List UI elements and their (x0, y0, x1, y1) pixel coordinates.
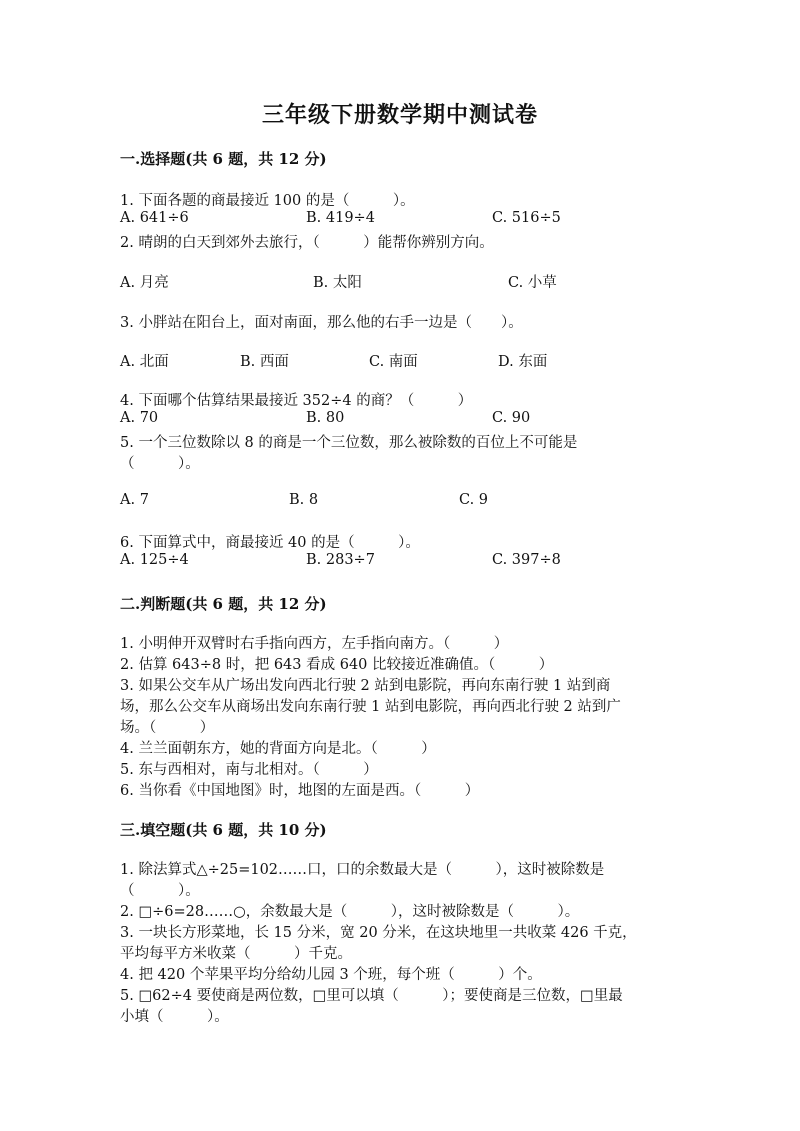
option-c: C. 397÷8 (492, 552, 561, 568)
question-text: 6. 下面算式中，商最接近 40 的是（ ）。 (120, 535, 420, 551)
question-text: 5. □62÷4 要使商是两位数，□里可以填（ ）；要使商是三位数，□里最 (120, 988, 623, 1004)
option-c: C. 9 (459, 492, 489, 508)
option-c: C. 516÷5 (492, 210, 561, 226)
question-text: 2. 晴朗的白天到郊外去旅行，（ ）能帮你辨别方向。 (120, 235, 494, 251)
option-a: A. 125÷4 (120, 552, 189, 568)
option-c: C. 南面 (369, 354, 418, 370)
question-text: 1. 除法算式△÷25=102……口，口的余数最大是（ ），这时被除数是 (120, 862, 605, 878)
question-text: 5. 东与西相对，南与北相对。（ ） (120, 762, 378, 778)
section-heading-judgement: 二.判断题(共 6 题，共 12 分) (120, 595, 327, 613)
option-a: A. 641÷6 (120, 210, 189, 226)
option-c: C. 90 (492, 410, 531, 426)
option-c: C. 小草 (508, 275, 557, 291)
question-text-cont: （ ）。 (120, 456, 200, 472)
option-b: B. 419÷4 (306, 210, 375, 226)
question-text: 3. 如果公交车从广场出发向西北行驶 2 站到电影院，再向东南行驶 1 站到商 (120, 678, 611, 694)
option-b: B. 80 (306, 410, 345, 426)
question-text-cont: 平均每平方米收菜（ ）千克。 (120, 946, 352, 962)
question-text: 4. 把 420 个苹果平均分给幼儿园 3 个班，每个班（ ）个。 (120, 967, 542, 983)
option-d: D. 东面 (498, 354, 548, 370)
question-text: 2. 估算 643÷8 时，把 643 看成 640 比较接近准确值。（ ） (120, 657, 554, 673)
option-b: B. 西面 (240, 354, 289, 370)
question-text-cont: 场，那么公交车从商场出发向东南行驶 1 站到电影院，再向西北行驶 2 站到广 (120, 699, 621, 715)
question-text: 6. 当你看《中国地图》时，地图的左面是西。（ ） (120, 783, 480, 799)
question-text-cont: （ ）。 (120, 883, 200, 899)
option-a: A. 北面 (120, 354, 169, 370)
question-text: 1. 小明伸开双臂时右手指向西方，左手指向南方。（ ） (120, 636, 509, 652)
option-a: A. 70 (120, 410, 159, 426)
option-a: A. 7 (120, 492, 149, 508)
section-heading-fill: 三.填空题(共 6 题，共 10 分) (120, 821, 327, 839)
option-b: B. 太阳 (313, 275, 362, 291)
question-text: 2. □÷6=28……○，余数最大是（ ），这时被除数是（ ）。 (120, 904, 580, 920)
question-text: 1. 下面各题的商最接近 100 的是（ ）。 (120, 193, 415, 209)
question-text: 4. 兰兰面朝东方，她的背面方向是北。（ ） (120, 741, 436, 757)
question-text-cont: 小填（ ）。 (120, 1009, 229, 1025)
question-text: 4. 下面哪个估算结果最接近 352÷4 的商？（ ） (120, 393, 473, 409)
option-a: A. 月亮 (120, 275, 169, 291)
question-text: 5. 一个三位数除以 8 的商是一个三位数，那么被除数的百位上不可能是 (120, 435, 578, 451)
option-b: B. 283÷7 (306, 552, 375, 568)
section-heading-choice: 一.选择题(共 6 题，共 12 分) (120, 150, 327, 168)
option-b: B. 8 (289, 492, 319, 508)
question-text: 3. 小胖站在阳台上，面对南面，那么他的右手一边是（ ）。 (120, 315, 523, 331)
page-title: 三年级下册数学期中测试卷 (261, 102, 538, 128)
question-text: 3. 一块长方形菜地，长 15 分米，宽 20 分米，在这块地里一共收菜 426 千克， (120, 925, 637, 941)
question-text-cont: 场。（ ） (120, 720, 215, 736)
